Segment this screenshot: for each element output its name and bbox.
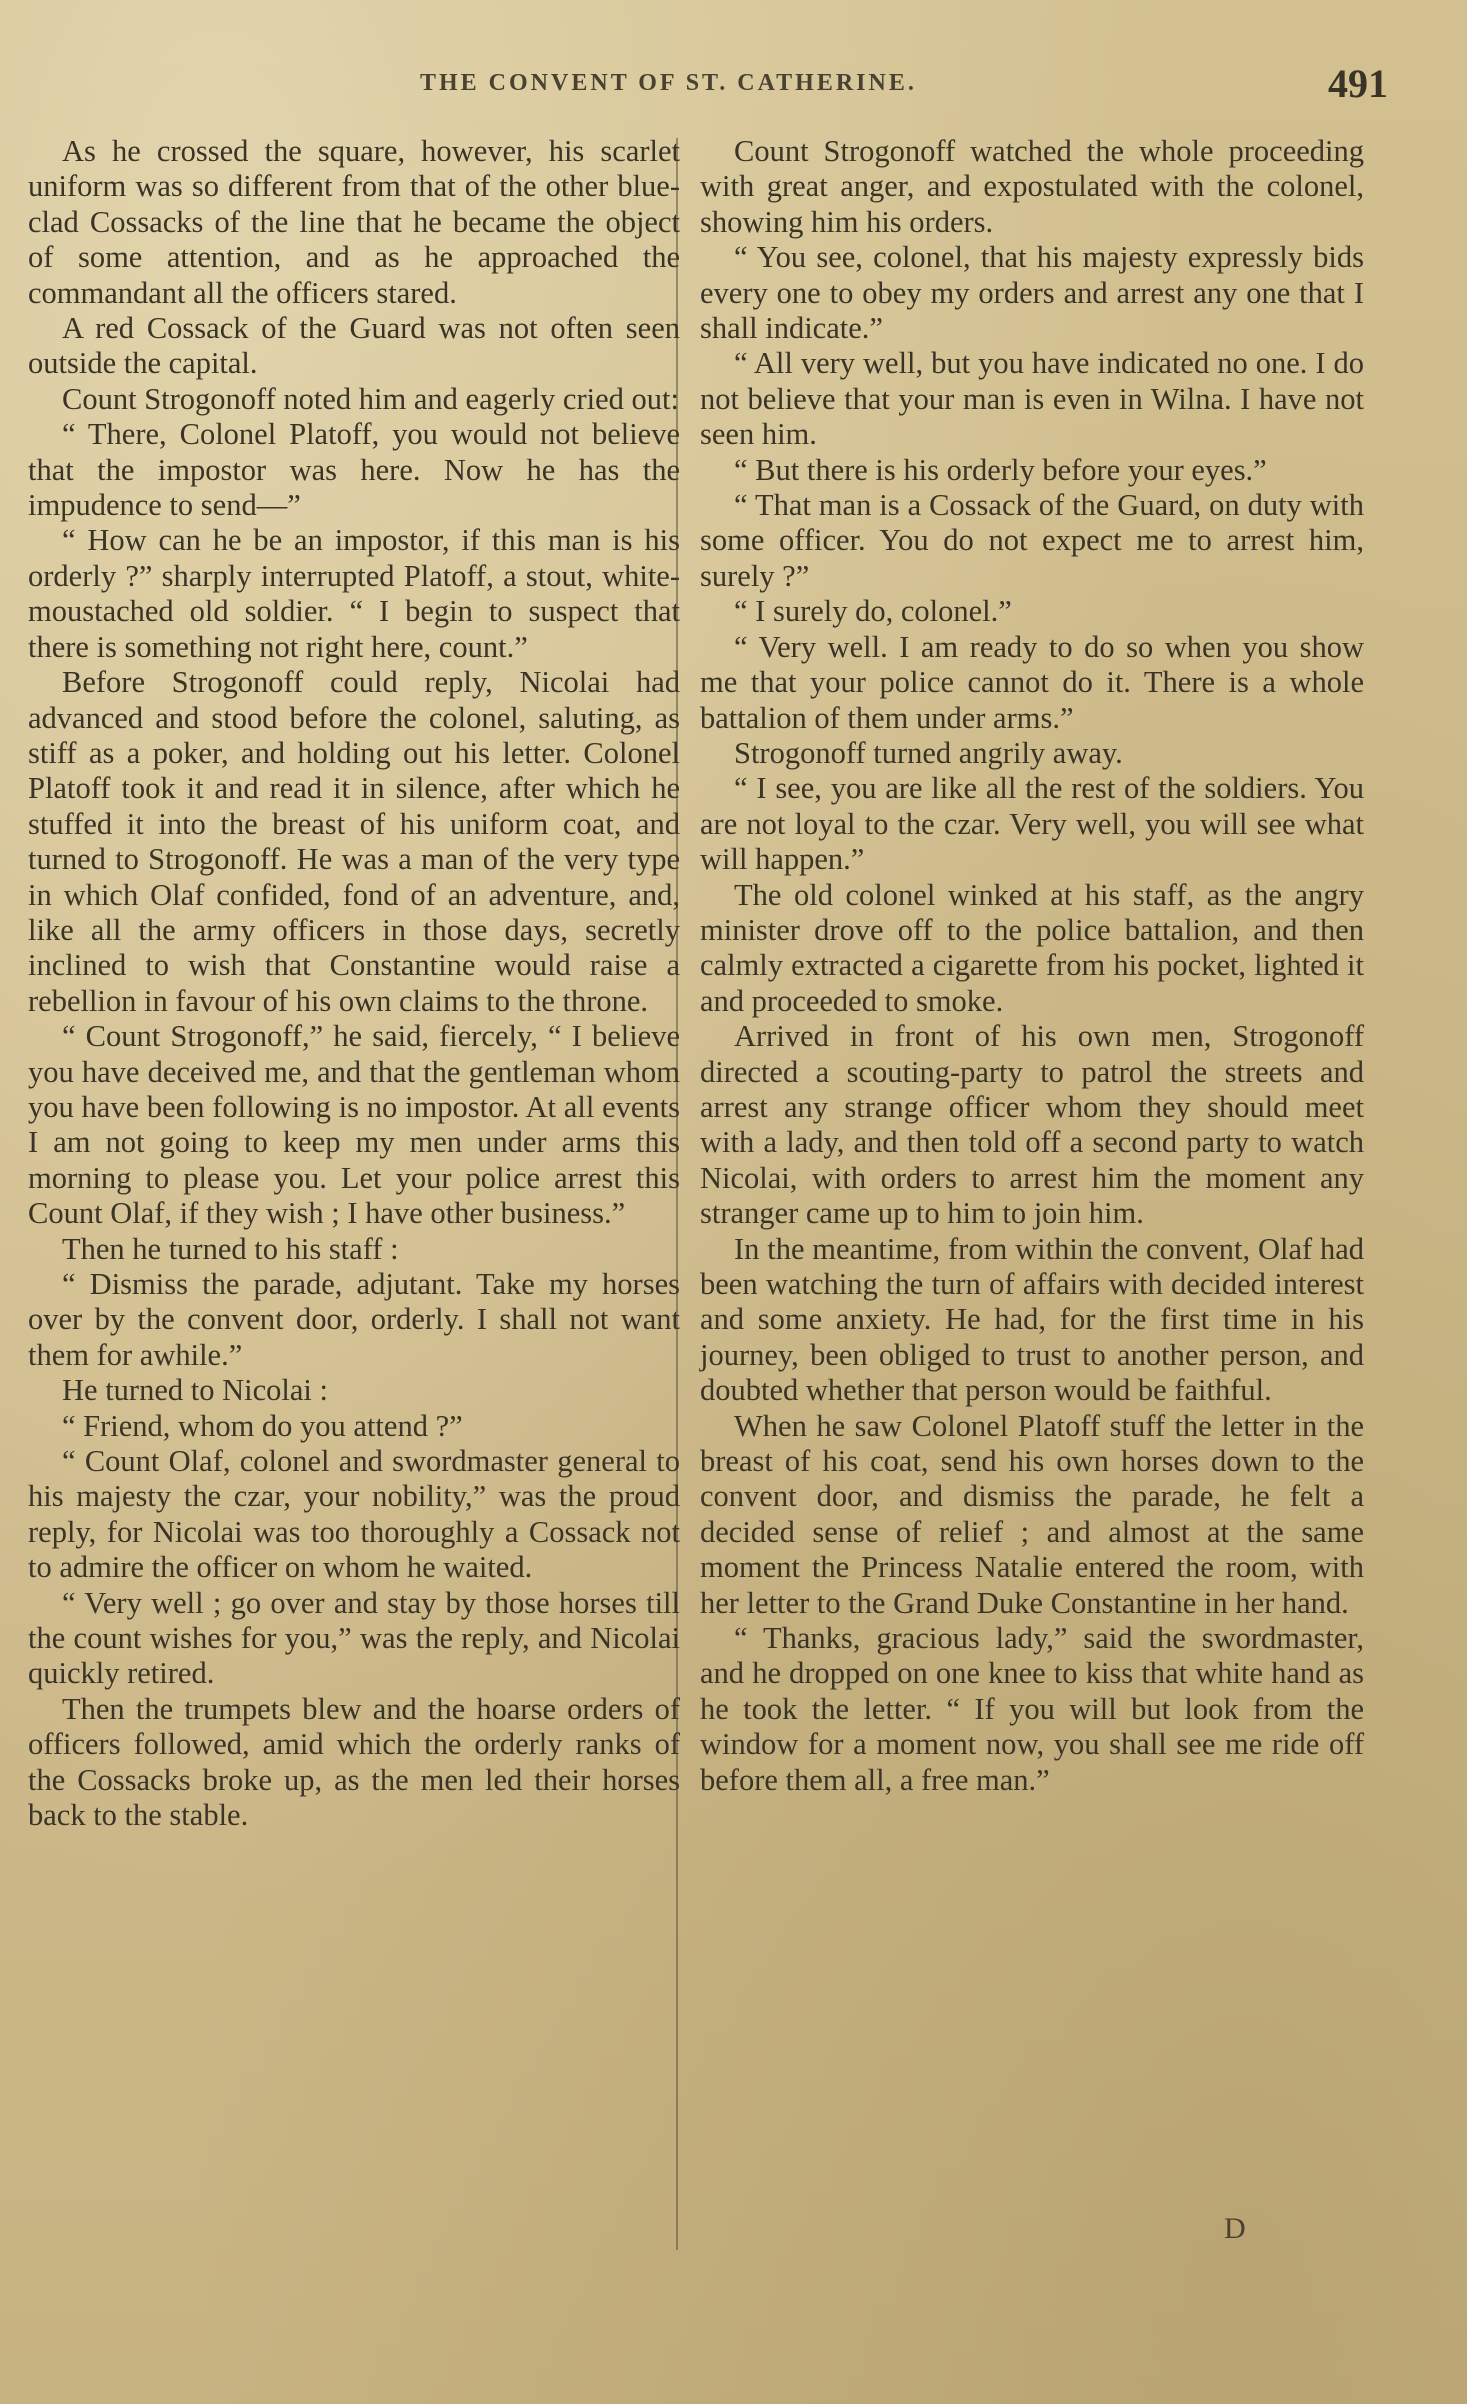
paragraph: “ You see, colonel, that his majesty expressly bids every one to obey my orders and arrest any one that I shall indicate.” xyxy=(700,240,1364,346)
paragraph: In the meantime, from within the convent, Olaf had been watching the turn of affairs with decided interest and some anxiety. He had, for the first time in his journey, been obliged to trust to another person, and doubted whether that person would be faithful. xyxy=(700,1231,1364,1408)
paragraph: Then the trumpets blew and the hoarse orders of officers followed, amid which the orderly ranks of the Cossacks broke up, as the men led their horses back to the stable. xyxy=(28,1691,680,1833)
paragraph: “ I surely do, colonel.” xyxy=(734,594,1012,629)
printer-signature-mark: D xyxy=(1224,2212,1246,2245)
paragraph: The old colonel winked at his staff, as the angry minister drove off to the police battalion, and then calmly extracted a cigarette from his pocket, lighted it and proceeded to smoke. xyxy=(700,877,1364,1018)
paragraph: “ Thanks, gracious lady,” said the swordmaster, and he dropped on one knee to kiss that white hand as he took the letter. “ If you will but look from the window for a moment now, you shall see me ride off before them all, a free man.” xyxy=(700,1621,1364,1797)
paragraph: “ But there is his orderly before your eyes.” xyxy=(734,452,1267,487)
paragraph: Count Strogonoff noted him and eagerly cried out: xyxy=(62,381,679,416)
text-columns xyxy=(0,134,1467,2264)
paragraph: “ All very well, but you have indicated no one. I do not believe that your man is even in Wilna. I have not seen him. xyxy=(700,346,1364,452)
paragraph: As he crossed the square, however, his scarlet uniform was so different from that of the other blue-clad Cossacks of the line that he became the object of some attention, and as he approached the commandant all the officers stared. xyxy=(28,134,680,310)
page-header xyxy=(0,58,1467,118)
left-column xyxy=(28,134,680,1834)
paragraph: “ Count Strogonoff,” he said, fiercely, “ I believe you have deceived me, and that the gentleman whom you have been following is no impostor. At all events I am not going to keep my men under arms this morning to please you. Let your police arrest this Count Olaf, if they wish ; I have other business.” xyxy=(28,1019,680,1231)
paragraph: Then he turned to his staff : xyxy=(62,1231,399,1266)
paragraph: “ That man is a Cossack of the Guard, on duty with some officer. You do not expect me to arrest him, surely ?” xyxy=(700,488,1364,593)
paragraph: “ Dismiss the parade, adjutant. Take my horses over by the convent door, orderly. I shall not want them for awhile.” xyxy=(28,1267,680,1372)
paragraph: A red Cossack of the Guard was not often seen outside the capital. xyxy=(28,311,680,381)
paragraph: “ Count Olaf, colonel and swordmaster general to his majesty the czar, your nobility,” was the proud reply, for Nicolai was too thoroughly a Cossack not to admire the officer on whom he waited. xyxy=(28,1444,680,1585)
paragraph: Arrived in front of his own men, Strogonoff directed a scouting-party to patrol the streets and arrest any strange officer whom they should meet with a lady, and then told off a second party to watch Nicolai, with orders to arrest him the moment any stranger came up to him to join him. xyxy=(700,1019,1364,1231)
paragraph: He turned to Nicolai : xyxy=(62,1373,328,1408)
paragraph: Count Strogonoff watched the whole proceeding with great anger, and expostulated with the colonel, showing him his orders. xyxy=(700,134,1364,239)
running-title: THE CONVENT OF ST. CATHERINE. xyxy=(420,70,917,96)
paragraph: Before Strogonoff could reply, Nicolai had advanced and stood before the colonel, saluting, as stiff as a poker, and holding out his letter. Colonel Platoff took it and read it in silence, after which he stuffed it into the breast of his uniform coat, and turned to Strogonoff. He was a man of the very type in which Olaf confided, fond of an adventure, and, like all the army officers in those days, secretly inclined to wish that Constantine would raise a rebellion in favour of his own claims to the throne. xyxy=(28,665,680,1018)
paragraph: “ I see, you are like all the rest of the soldiers. You are not loyal to the czar. Very well, you will see what will happen.” xyxy=(700,771,1364,877)
paragraph: Strogonoff turned angrily away. xyxy=(734,735,1123,770)
paragraph: “ Very well ; go over and stay by those horses till the count wishes for you,” was the reply, and Nicolai quickly retired. xyxy=(28,1585,680,1691)
paragraph: “ There, Colonel Platoff, you would not believe that the impostor was here. Now he has the impudence to send—” xyxy=(28,417,680,523)
right-column xyxy=(700,134,1364,1798)
paragraph: When he saw Colonel Platoff stuff the letter in the breast of his coat, send his own horses down to the convent door, and dismiss the parade, he felt a decided sense of relief ; and almost at the same moment the Princess Natalie entered the room, with her letter to the Grand Duke Constantine in her hand. xyxy=(700,1408,1364,1620)
paragraph: “ Very well. I am ready to do so when you show me that your police cannot do it. There is a whole battalion of them under arms.” xyxy=(700,629,1364,735)
page-number: 491 xyxy=(1328,61,1388,106)
paragraph: “ Friend, whom do you attend ?” xyxy=(62,1408,463,1443)
paragraph: “ How can he be an impostor, if this man is his orderly ?” sharply interrupted Platoff, a stout, white-moustached old soldier. “ I begin to suspect that there is something not right here, count.” xyxy=(28,523,680,664)
